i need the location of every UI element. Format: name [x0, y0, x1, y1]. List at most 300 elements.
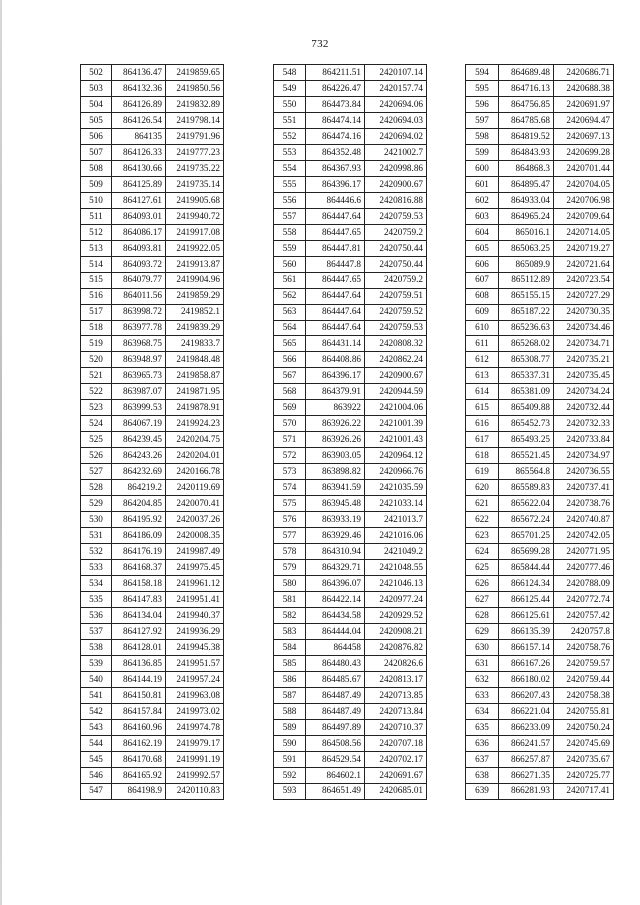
x-coordinate-cell: 863922 — [306, 400, 365, 416]
x-coordinate-cell: 863965.73 — [112, 368, 166, 384]
x-coordinate-cell: 864219.2 — [112, 480, 166, 496]
y-coordinate-cell: 2421002.7 — [365, 144, 427, 160]
point-number-cell: 629 — [466, 623, 499, 639]
point-number-cell: 562 — [274, 288, 306, 304]
x-coordinate-cell: 864150.81 — [112, 687, 166, 703]
table-row — [81, 591, 224, 607]
y-coordinate-cell: 2419904.96 — [166, 272, 224, 288]
point-number-cell: 528 — [81, 480, 112, 496]
point-number-cell: 510 — [81, 192, 112, 208]
y-coordinate-cell: 2420734.97 — [554, 448, 614, 464]
y-coordinate-cell: 2420816.88 — [365, 192, 427, 208]
y-coordinate-cell: 2419974.78 — [166, 719, 224, 735]
x-coordinate-cell: 864211.51 — [306, 65, 365, 81]
table-row — [466, 432, 614, 448]
table-row — [274, 703, 427, 719]
table-row — [81, 687, 224, 703]
table-row — [466, 208, 614, 224]
y-coordinate-cell: 2421049.2 — [365, 544, 427, 560]
point-number-cell: 631 — [466, 655, 499, 671]
y-coordinate-cell: 2420759.51 — [365, 288, 427, 304]
table-row — [274, 96, 427, 112]
table-row — [81, 703, 224, 719]
y-coordinate-cell: 2420826.6 — [365, 655, 427, 671]
y-coordinate-cell: 2419973.02 — [166, 703, 224, 719]
coordinate-table-1 — [80, 64, 224, 800]
point-number-cell: 537 — [81, 623, 112, 639]
x-coordinate-cell: 864651.49 — [306, 783, 365, 799]
x-coordinate-cell: 865672.24 — [499, 512, 554, 528]
table-row — [81, 128, 224, 144]
table-row — [466, 783, 614, 799]
x-coordinate-cell: 865187.22 — [499, 304, 554, 320]
table-row — [81, 368, 224, 384]
table-row — [466, 224, 614, 240]
point-number-cell: 627 — [466, 591, 499, 607]
table-row — [466, 735, 614, 751]
y-coordinate-cell: 2421013.7 — [365, 512, 427, 528]
table-row — [274, 192, 427, 208]
y-coordinate-cell: 2420734.71 — [554, 336, 614, 352]
point-number-cell: 619 — [466, 464, 499, 480]
y-coordinate-cell: 2420759.44 — [554, 671, 614, 687]
point-number-cell: 531 — [81, 528, 112, 544]
table-row — [274, 128, 427, 144]
y-coordinate-cell: 2420736.55 — [554, 464, 614, 480]
table-row — [81, 112, 224, 128]
table-row — [466, 192, 614, 208]
point-number-cell: 575 — [274, 496, 306, 512]
table-row — [274, 639, 427, 655]
point-number-cell: 636 — [466, 735, 499, 751]
table-row — [81, 448, 224, 464]
point-number-cell: 622 — [466, 512, 499, 528]
y-coordinate-cell: 2419905.68 — [166, 192, 224, 208]
x-coordinate-cell: 864444.04 — [306, 623, 365, 639]
point-number-cell: 518 — [81, 320, 112, 336]
point-number-cell: 610 — [466, 320, 499, 336]
point-number-cell: 609 — [466, 304, 499, 320]
point-number-cell: 567 — [274, 368, 306, 384]
y-coordinate-cell: 2420119.69 — [166, 480, 224, 496]
y-coordinate-cell: 2420771.95 — [554, 544, 614, 560]
table-row — [81, 80, 224, 96]
point-number-cell: 542 — [81, 703, 112, 719]
y-coordinate-cell: 2420750.44 — [365, 240, 427, 256]
y-coordinate-cell: 2419735.14 — [166, 176, 224, 192]
x-coordinate-cell: 864965.24 — [499, 208, 554, 224]
y-coordinate-cell: 2420008.35 — [166, 528, 224, 544]
point-number-cell: 553 — [274, 144, 306, 160]
x-coordinate-cell: 865112.89 — [499, 272, 554, 288]
y-coordinate-cell: 2420107.14 — [365, 65, 427, 81]
x-coordinate-cell: 865701.25 — [499, 528, 554, 544]
y-coordinate-cell: 2419961.12 — [166, 576, 224, 592]
x-coordinate-cell: 863998.72 — [112, 304, 166, 320]
coordinate-table-3 — [465, 64, 614, 800]
x-coordinate-cell: 863968.75 — [112, 336, 166, 352]
x-coordinate-cell: 864474.14 — [306, 112, 365, 128]
y-coordinate-cell: 2420110.83 — [166, 783, 224, 799]
x-coordinate-cell: 864162.19 — [112, 735, 166, 751]
x-coordinate-cell: 866180.02 — [499, 671, 554, 687]
x-coordinate-cell: 864239.45 — [112, 432, 166, 448]
x-coordinate-cell: 864160.96 — [112, 719, 166, 735]
table-row — [466, 80, 614, 96]
point-number-cell: 576 — [274, 512, 306, 528]
point-number-cell: 605 — [466, 240, 499, 256]
table-row — [466, 464, 614, 480]
point-number-cell: 534 — [81, 576, 112, 592]
y-coordinate-cell: 2420723.54 — [554, 272, 614, 288]
x-coordinate-cell: 864134.04 — [112, 607, 166, 623]
table-row — [274, 767, 427, 783]
x-coordinate-cell: 865236.63 — [499, 320, 554, 336]
x-coordinate-cell: 866241.57 — [499, 735, 554, 751]
point-number-cell: 503 — [81, 80, 112, 96]
table-row — [81, 544, 224, 560]
page-spine-shadow — [0, 0, 2, 905]
y-coordinate-cell: 2419859.65 — [166, 65, 224, 81]
y-coordinate-cell: 2420691.67 — [365, 767, 427, 783]
x-coordinate-cell: 864431.14 — [306, 336, 365, 352]
table-row — [274, 512, 427, 528]
x-coordinate-cell: 866124.34 — [499, 576, 554, 592]
table-row — [81, 288, 224, 304]
table-row — [81, 480, 224, 496]
y-coordinate-cell: 2421033.14 — [365, 496, 427, 512]
y-coordinate-cell: 2420758.38 — [554, 687, 614, 703]
y-coordinate-cell: 2421004.06 — [365, 400, 427, 416]
point-number-cell: 583 — [274, 623, 306, 639]
point-number-cell: 614 — [466, 384, 499, 400]
x-coordinate-cell: 866125.44 — [499, 591, 554, 607]
x-coordinate-cell: 863945.48 — [306, 496, 365, 512]
y-coordinate-cell: 2420166.78 — [166, 464, 224, 480]
table-row — [466, 65, 614, 81]
x-coordinate-cell: 864232.69 — [112, 464, 166, 480]
x-coordinate-cell: 864933.04 — [499, 192, 554, 208]
y-coordinate-cell: 2419979.17 — [166, 735, 224, 751]
table-row — [274, 272, 427, 288]
x-coordinate-cell: 864136.47 — [112, 65, 166, 81]
x-coordinate-cell: 864093.81 — [112, 240, 166, 256]
y-coordinate-cell: 2420998.86 — [365, 160, 427, 176]
table-row — [466, 240, 614, 256]
x-coordinate-cell: 864485.67 — [306, 671, 365, 687]
x-coordinate-cell: 863898.82 — [306, 464, 365, 480]
x-coordinate-cell: 864176.19 — [112, 544, 166, 560]
table-row — [274, 671, 427, 687]
point-number-cell: 557 — [274, 208, 306, 224]
y-coordinate-cell: 2419852.1 — [166, 304, 224, 320]
x-coordinate-cell: 864446.6 — [306, 192, 365, 208]
x-coordinate-cell: 865622.04 — [499, 496, 554, 512]
point-number-cell: 608 — [466, 288, 499, 304]
x-coordinate-cell: 864093.72 — [112, 256, 166, 272]
x-coordinate-cell: 864422.14 — [306, 591, 365, 607]
table-row — [466, 528, 614, 544]
x-coordinate-cell: 864226.47 — [306, 80, 365, 96]
y-coordinate-cell: 2420777.46 — [554, 560, 614, 576]
y-coordinate-cell: 2419858.87 — [166, 368, 224, 384]
y-coordinate-cell: 2420755.81 — [554, 703, 614, 719]
x-coordinate-cell: 864508.56 — [306, 735, 365, 751]
point-number-cell: 565 — [274, 336, 306, 352]
x-coordinate-cell: 864396.17 — [306, 368, 365, 384]
point-number-cell: 634 — [466, 703, 499, 719]
table-row — [466, 607, 614, 623]
x-coordinate-cell: 864487.49 — [306, 703, 365, 719]
table-row — [274, 288, 427, 304]
table-row — [81, 528, 224, 544]
table-row — [81, 256, 224, 272]
x-coordinate-cell: 864895.47 — [499, 176, 554, 192]
x-coordinate-cell: 864127.61 — [112, 192, 166, 208]
table-row — [274, 176, 427, 192]
x-coordinate-cell: 864168.37 — [112, 560, 166, 576]
x-coordinate-cell: 864447.81 — [306, 240, 365, 256]
x-coordinate-cell: 865699.28 — [499, 544, 554, 560]
x-coordinate-cell: 864497.89 — [306, 719, 365, 735]
y-coordinate-cell: 2419940.37 — [166, 607, 224, 623]
point-number-cell: 569 — [274, 400, 306, 416]
table-row — [81, 144, 224, 160]
x-coordinate-cell: 864447.64 — [306, 288, 365, 304]
point-number-cell: 591 — [274, 751, 306, 767]
table-row — [81, 384, 224, 400]
x-coordinate-cell: 866257.87 — [499, 751, 554, 767]
x-coordinate-cell: 864487.49 — [306, 687, 365, 703]
table-row — [81, 783, 224, 799]
x-coordinate-cell: 866221.04 — [499, 703, 554, 719]
y-coordinate-cell: 2420717.41 — [554, 783, 614, 799]
x-coordinate-cell: 864447.65 — [306, 272, 365, 288]
y-coordinate-cell: 2419922.05 — [166, 240, 224, 256]
y-coordinate-cell: 2419848.48 — [166, 352, 224, 368]
table-row — [466, 671, 614, 687]
x-coordinate-cell: 864170.68 — [112, 751, 166, 767]
x-coordinate-cell: 863926.26 — [306, 432, 365, 448]
point-number-cell: 519 — [81, 336, 112, 352]
table-row — [81, 751, 224, 767]
table-row — [81, 272, 224, 288]
table-row — [81, 160, 224, 176]
x-coordinate-cell: 863929.46 — [306, 528, 365, 544]
y-coordinate-cell: 2420694.02 — [365, 128, 427, 144]
x-coordinate-cell: 864379.91 — [306, 384, 365, 400]
y-coordinate-cell: 2420734.24 — [554, 384, 614, 400]
y-coordinate-cell: 2419917.08 — [166, 224, 224, 240]
table-row — [274, 735, 427, 751]
point-number-cell: 616 — [466, 416, 499, 432]
y-coordinate-cell: 2420732.44 — [554, 400, 614, 416]
x-coordinate-cell: 864447.64 — [306, 208, 365, 224]
y-coordinate-cell: 2420862.24 — [365, 352, 427, 368]
point-number-cell: 639 — [466, 783, 499, 799]
x-coordinate-cell: 863933.19 — [306, 512, 365, 528]
x-coordinate-cell: 865089.9 — [499, 256, 554, 272]
y-coordinate-cell: 2419936.29 — [166, 623, 224, 639]
y-coordinate-cell: 2420745.69 — [554, 735, 614, 751]
y-coordinate-cell: 2419832.89 — [166, 96, 224, 112]
x-coordinate-cell: 864868.3 — [499, 160, 554, 176]
point-number-cell: 547 — [81, 783, 112, 799]
point-number-cell: 564 — [274, 320, 306, 336]
y-coordinate-cell: 2420733.84 — [554, 432, 614, 448]
point-number-cell: 603 — [466, 208, 499, 224]
point-number-cell: 504 — [81, 96, 112, 112]
x-coordinate-cell: 864447.64 — [306, 304, 365, 320]
table-row — [81, 655, 224, 671]
point-number-cell: 517 — [81, 304, 112, 320]
y-coordinate-cell: 2419913.87 — [166, 256, 224, 272]
table-row — [466, 336, 614, 352]
point-number-cell: 577 — [274, 528, 306, 544]
table-row — [466, 480, 614, 496]
table-row — [274, 400, 427, 416]
x-coordinate-cell: 864165.92 — [112, 767, 166, 783]
y-coordinate-cell: 2420713.85 — [365, 687, 427, 703]
y-coordinate-cell: 2420706.98 — [554, 192, 614, 208]
y-coordinate-cell: 2420694.06 — [365, 96, 427, 112]
table-row — [274, 607, 427, 623]
point-number-cell: 521 — [81, 368, 112, 384]
point-number-cell: 578 — [274, 544, 306, 560]
x-coordinate-cell: 864130.66 — [112, 160, 166, 176]
x-coordinate-cell: 864843.93 — [499, 144, 554, 160]
x-coordinate-cell: 864447.64 — [306, 320, 365, 336]
point-number-cell: 597 — [466, 112, 499, 128]
x-coordinate-cell: 864132.36 — [112, 80, 166, 96]
table-row — [466, 639, 614, 655]
point-number-cell: 582 — [274, 607, 306, 623]
y-coordinate-cell: 2420686.71 — [554, 65, 614, 81]
point-number-cell: 513 — [81, 240, 112, 256]
table-row — [466, 96, 614, 112]
table-row — [274, 528, 427, 544]
x-coordinate-cell: 865844.44 — [499, 560, 554, 576]
y-coordinate-cell: 2420694.47 — [554, 112, 614, 128]
point-number-cell: 613 — [466, 368, 499, 384]
point-number-cell: 540 — [81, 671, 112, 687]
point-number-cell: 587 — [274, 687, 306, 703]
point-number-cell: 572 — [274, 448, 306, 464]
point-number-cell: 628 — [466, 607, 499, 623]
point-number-cell: 556 — [274, 192, 306, 208]
table-row — [274, 240, 427, 256]
table-row — [466, 655, 614, 671]
point-number-cell: 532 — [81, 544, 112, 560]
point-number-cell: 507 — [81, 144, 112, 160]
x-coordinate-cell: 863977.78 — [112, 320, 166, 336]
point-number-cell: 602 — [466, 192, 499, 208]
x-coordinate-cell: 865308.77 — [499, 352, 554, 368]
y-coordinate-cell: 2420788.09 — [554, 576, 614, 592]
point-number-cell: 505 — [81, 112, 112, 128]
y-coordinate-cell: 2419859.29 — [166, 288, 224, 304]
table-row — [466, 751, 614, 767]
point-number-cell: 589 — [274, 719, 306, 735]
point-number-cell: 624 — [466, 544, 499, 560]
table-row — [274, 496, 427, 512]
x-coordinate-cell: 864819.52 — [499, 128, 554, 144]
point-number-cell: 568 — [274, 384, 306, 400]
table-row — [274, 432, 427, 448]
x-coordinate-cell: 866281.93 — [499, 783, 554, 799]
table-row — [466, 144, 614, 160]
y-coordinate-cell: 2420740.87 — [554, 512, 614, 528]
y-coordinate-cell: 2420688.38 — [554, 80, 614, 96]
point-number-cell: 541 — [81, 687, 112, 703]
table-row — [81, 512, 224, 528]
table-row — [466, 623, 614, 639]
point-number-cell: 600 — [466, 160, 499, 176]
table-row — [466, 112, 614, 128]
x-coordinate-cell: 864756.85 — [499, 96, 554, 112]
page-number: 732 — [311, 38, 329, 50]
table-row — [466, 560, 614, 576]
point-number-cell: 561 — [274, 272, 306, 288]
x-coordinate-cell: 864067.19 — [112, 416, 166, 432]
table-row — [81, 65, 224, 81]
y-coordinate-cell: 2419957.24 — [166, 671, 224, 687]
point-number-cell: 523 — [81, 400, 112, 416]
x-coordinate-cell: 864157.84 — [112, 703, 166, 719]
y-coordinate-cell: 2420759.53 — [365, 320, 427, 336]
point-number-cell: 596 — [466, 96, 499, 112]
table-row — [466, 176, 614, 192]
x-coordinate-cell: 864127.92 — [112, 623, 166, 639]
x-coordinate-cell: 865493.25 — [499, 432, 554, 448]
point-number-cell: 560 — [274, 256, 306, 272]
table-row — [274, 544, 427, 560]
y-coordinate-cell: 2420738.76 — [554, 496, 614, 512]
point-number-cell: 592 — [274, 767, 306, 783]
y-coordinate-cell: 2420900.67 — [365, 176, 427, 192]
table-row — [274, 80, 427, 96]
table-row — [81, 464, 224, 480]
y-coordinate-cell: 2420694.03 — [365, 112, 427, 128]
y-coordinate-cell: 2420735.21 — [554, 352, 614, 368]
point-number-cell: 638 — [466, 767, 499, 783]
y-coordinate-cell: 2420876.82 — [365, 639, 427, 655]
point-number-cell: 546 — [81, 767, 112, 783]
table-row — [274, 352, 427, 368]
point-number-cell: 617 — [466, 432, 499, 448]
table-row — [466, 496, 614, 512]
table-row — [466, 544, 614, 560]
x-coordinate-cell: 864352.48 — [306, 144, 365, 160]
point-number-cell: 508 — [81, 160, 112, 176]
x-coordinate-cell: 865409.88 — [499, 400, 554, 416]
x-coordinate-cell: 864396.17 — [306, 176, 365, 192]
point-number-cell: 539 — [81, 655, 112, 671]
table-row — [466, 719, 614, 735]
point-number-cell: 611 — [466, 336, 499, 352]
y-coordinate-cell: 2420750.44 — [365, 256, 427, 272]
y-coordinate-cell: 2420719.27 — [554, 240, 614, 256]
x-coordinate-cell: 866233.09 — [499, 719, 554, 735]
point-number-cell: 580 — [274, 576, 306, 592]
table-row — [466, 128, 614, 144]
x-coordinate-cell: 864147.83 — [112, 591, 166, 607]
table-row — [466, 272, 614, 288]
table-row — [466, 703, 614, 719]
table-row — [81, 432, 224, 448]
table-row — [466, 400, 614, 416]
y-coordinate-cell: 2420734.46 — [554, 320, 614, 336]
